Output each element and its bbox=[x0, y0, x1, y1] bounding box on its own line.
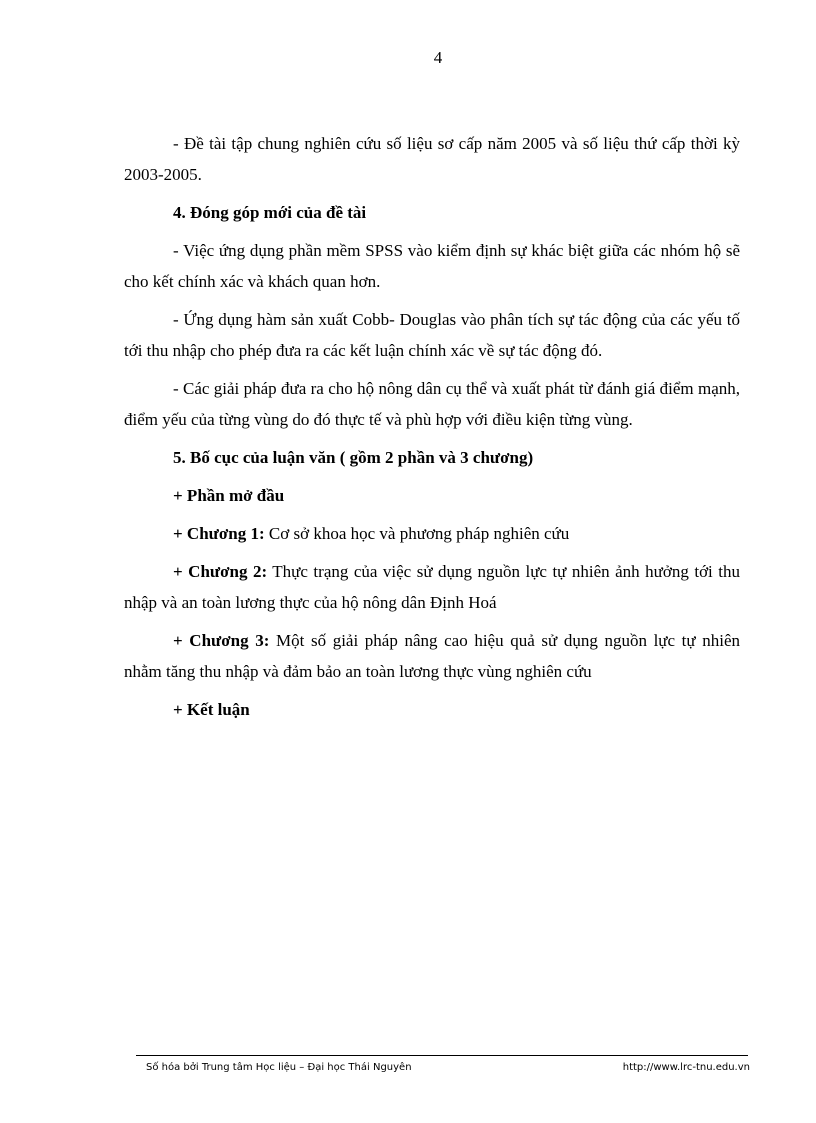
section-heading-contributions: 4. Đóng góp mới của đề tài bbox=[173, 203, 367, 222]
chapter-2-text: Thực trạng của việc sử dụng nguồn lực tự nhiên ảnh hưởng tới thu nhập và an toàn lương thực của hộ nông dân Định Hoá bbox=[124, 562, 740, 612]
paragraph-solutions: - Các giải pháp đưa ra cho hộ nông dân cụ thể và xuất phát từ đánh giá điểm mạnh, điểm yếu của từng vùng do đó thực tế và phù hợp với điều kiện từng vùng. bbox=[124, 379, 740, 429]
structure-item-conclusion: + Kết luận bbox=[173, 700, 250, 719]
chapter-3-label: + Chương 3: bbox=[173, 631, 270, 650]
paragraph-research-data: - Đề tài tập chung nghiên cứu số liệu sơ cấp năm 2005 và số liệu thứ cấp thời kỳ 2003-2005. bbox=[124, 134, 740, 184]
chapter-3-text: Một số giải pháp nâng cao hiệu quả sử dụng nguồn lực tự nhiên nhằm tăng thu nhập và đảm bảo an toàn lương thực vùng nghiên cứu bbox=[124, 631, 740, 681]
page-footer bbox=[146, 1062, 750, 1073]
structure-item-chapter-3 bbox=[124, 625, 740, 687]
page-number: 4 bbox=[433, 48, 443, 67]
paragraph-spss: - Việc ứng dụng phần mềm SPSS vào kiểm định sự khác biệt giữa các nhóm hộ sẽ cho kết chính xác và khách quan hơn. bbox=[124, 241, 740, 291]
chapter-1-text: Cơ sở khoa học và phương pháp nghiên cứu bbox=[264, 524, 570, 543]
footer-divider bbox=[136, 1055, 748, 1056]
footer-source: Số hóa bởi Trung tâm Học liệu – Đại học Thái Nguyên bbox=[146, 1062, 412, 1073]
section-heading-structure: 5. Bố cục của luận văn ( gồm 2 phần và 3 chương) bbox=[173, 448, 534, 467]
structure-item-intro: + Phần mở đầu bbox=[173, 486, 285, 505]
paragraph-cobb-douglas: - Ứng dụng hàm sản xuất Cobb- Douglas vào phân tích sự tác động của các yếu tố tới thu nhập cho phép đưa ra các kết luận chính xác về sự tác động đó. bbox=[124, 310, 740, 360]
document-body bbox=[124, 128, 740, 732]
structure-item-chapter-1 bbox=[124, 518, 740, 549]
chapter-1-label: + Chương 1: bbox=[173, 524, 265, 543]
footer-url: http://www.lrc-tnu.edu.vn bbox=[622, 1062, 750, 1073]
structure-item-chapter-2 bbox=[124, 556, 740, 618]
chapter-2-label: + Chương 2: bbox=[173, 562, 268, 581]
